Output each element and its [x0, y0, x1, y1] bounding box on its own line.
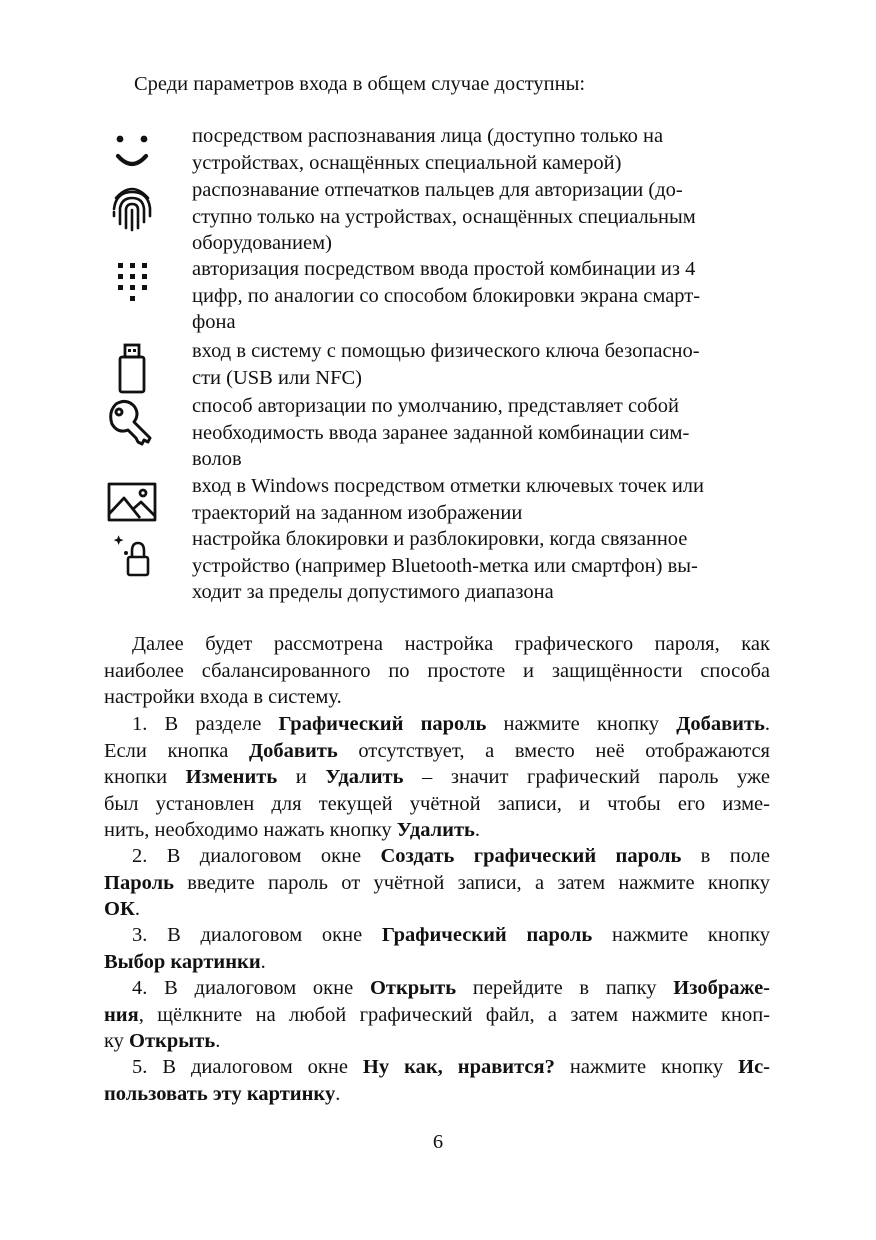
bold-term: Выбор картинки [104, 950, 261, 973]
text-run: нажмите кнопку [592, 924, 770, 946]
option-line: ступно только на устройствах, оснащённых специальным [192, 205, 696, 228]
text-run: 1. В разделе [132, 713, 279, 735]
option-line: цифр, по аналогии со способом блокировки экрана смарт- [192, 284, 701, 307]
option-description [192, 473, 772, 526]
text-run: 4. В диалоговом окне [132, 977, 370, 999]
bold-term: Добавить [249, 739, 338, 762]
text-run: перейдите в папку [456, 977, 674, 999]
option-description [192, 123, 772, 176]
text-run: ку [104, 1030, 130, 1052]
text-run: нить, необходимо нажать кнопку [104, 819, 397, 841]
text-line [104, 870, 770, 897]
bold-term: Ну как, нравится? [362, 1056, 555, 1078]
text-line [104, 949, 770, 976]
option-line: распознавание отпечатков пальцев для авторизации (до- [192, 179, 683, 201]
option-description [192, 393, 772, 473]
option-line: настройка блокировки и разблокировки, когда связанное [192, 528, 688, 550]
picture-password-icon [106, 478, 158, 530]
option-line: ходит за пределы допустимого диапазона [192, 581, 554, 603]
text-line [104, 684, 770, 711]
bold-term: ОК [104, 898, 135, 920]
text-run: , щёлкните на любой графический файл, а затем нажмите кноп- [138, 1003, 770, 1026]
option-line: посредством распознавания лица (доступно только на [192, 125, 664, 147]
step-paragraph [104, 1054, 770, 1107]
pin-keypad-icon [106, 261, 158, 313]
step-paragraph [104, 843, 770, 923]
text-line [104, 843, 770, 870]
text-run: нажмите кнопку [554, 1056, 739, 1078]
text-run: отсутствует, а вместо неё отображаются [337, 739, 770, 762]
fingerprint-icon [106, 182, 158, 234]
bold-term: ния [104, 1003, 139, 1026]
bold-term: Ис- [738, 1056, 770, 1078]
text-line [104, 922, 770, 949]
text-run: 5. В диалоговом окне [132, 1056, 363, 1078]
text-run: введите пароль от учётной записи, а затем нажмите кнопку [173, 871, 770, 894]
text-line [104, 738, 770, 765]
option-line: вход в систему с помощью физического ключа безопасно- [192, 340, 700, 362]
step-paragraph [104, 975, 770, 1055]
option-description [192, 177, 772, 257]
text-line [104, 975, 770, 1002]
option-line: устройство (например Bluetooth-метка или смартфон) вы- [192, 554, 698, 577]
text-run: – значит графический пароль уже [403, 766, 770, 788]
bold-term: Удалить [325, 766, 404, 788]
text-run: . [474, 819, 481, 841]
text-run: 2. В диалоговом окне [132, 845, 381, 867]
option-description [192, 526, 772, 606]
bold-term: Пароль [104, 871, 174, 894]
bold-term: Изображе- [673, 977, 770, 999]
bold-term: Графический пароль [278, 713, 487, 735]
text-run: 3. В диалоговом окне [132, 924, 382, 946]
text-line [104, 764, 770, 791]
option-line: фона [192, 311, 236, 333]
step-paragraph [104, 922, 770, 975]
bold-term: Удалить [396, 819, 475, 841]
bold-term: Создать графический пароль [380, 845, 682, 867]
text-run: . [764, 713, 770, 735]
page-number: 6 [432, 1131, 444, 1153]
option-line: авторизация посредством ввода простой комбинации из 4 [192, 258, 696, 280]
text-run: Если кнопка [104, 739, 250, 762]
text-run: . [260, 950, 266, 973]
bold-term: пользовать эту картинку [104, 1082, 336, 1105]
option-line: оборудованием) [192, 232, 332, 254]
bold-term: Изменить [185, 766, 278, 788]
bold-term: Открыть [129, 1030, 216, 1052]
text-line [104, 1002, 770, 1029]
option-line: сти (USB или NFC) [192, 366, 362, 389]
text-run: наиболее сбалансированного по простоте и защищённости способа [104, 659, 770, 682]
text-line [104, 711, 770, 738]
usb-key-icon [106, 343, 158, 395]
text-run: настройки входа в систему. [104, 686, 342, 708]
text-run: Далее будет рассмотрена настройка графического пароля, как [132, 633, 770, 655]
step-paragraph [104, 711, 770, 844]
option-line: устройствах, оснащённых специальной камерой) [192, 151, 622, 174]
option-description [192, 338, 772, 391]
text-line [104, 1081, 770, 1108]
text-run: и [277, 766, 326, 788]
text-line [104, 1054, 770, 1081]
text-line [104, 817, 770, 844]
text-run: кнопки [104, 766, 186, 788]
text-line [104, 896, 770, 923]
option-line: траекторий на заданном изображении [192, 501, 523, 524]
intro-paragraph [104, 631, 770, 711]
bold-term: Графический пароль [381, 924, 593, 946]
text-line [104, 1028, 770, 1055]
option-line: вход в Windows посредством отметки ключевых точек или [192, 475, 704, 497]
text-line [104, 658, 770, 685]
text-line [104, 791, 770, 818]
text-run: в поле [681, 845, 770, 867]
text-run: . [215, 1030, 221, 1052]
option-description [192, 256, 772, 336]
option-line: волов [192, 448, 242, 470]
text-run: . [335, 1082, 341, 1105]
option-line: необходимость ввода заранее заданной комбинации сим- [192, 421, 690, 444]
text-line [104, 631, 770, 658]
dynamic-lock-icon [106, 531, 158, 583]
bold-term: Добавить [676, 713, 765, 735]
text-run: . [134, 898, 140, 920]
bold-term: Открыть [369, 977, 457, 999]
text-run: был установлен для текущей учётной записи, и чтобы его изме- [104, 792, 770, 815]
option-line: способ авторизации по умолчанию, представляет собой [192, 395, 679, 417]
intro-text: Среди параметров входа в общем случае доступны: [134, 73, 586, 95]
text-run: нажмите кнопку [486, 713, 677, 735]
password-key-icon [106, 398, 158, 450]
face-icon [106, 128, 158, 180]
